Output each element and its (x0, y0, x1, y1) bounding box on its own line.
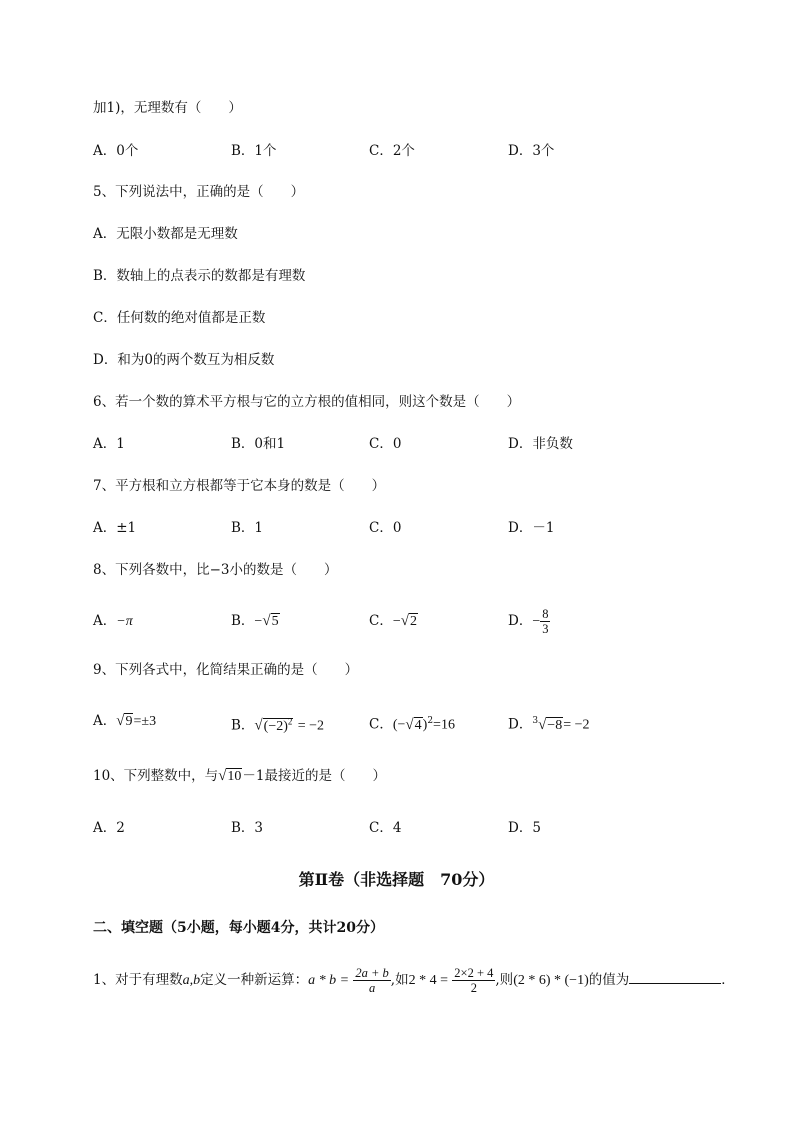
q9-c-exponent: 2 (427, 716, 434, 726)
q9-option-b[interactable] (231, 711, 324, 737)
q5-option-a[interactable]: A．无限小数都是无理数 (93, 226, 238, 242)
q9-c-sqrt: √4 (405, 716, 422, 733)
q8-b-sign: − (254, 614, 263, 629)
q7-option-d[interactable]: D．－1 (508, 520, 555, 536)
section-title: 第Ⅱ卷（非选择题 70分） (298, 870, 495, 889)
q9-c-open: (− (392, 717, 406, 733)
fill1-lhs: a * b = (308, 973, 350, 988)
fill1-def-fraction (353, 966, 390, 995)
q9-option-a[interactable] (93, 711, 156, 732)
q9-c-close: ) (422, 717, 428, 733)
q4-option-a[interactable]: A．0个 (93, 143, 139, 159)
q5-option-d[interactable]: D．和为0的两个数互为相反数 (93, 352, 275, 368)
fill1-vars: a,b (182, 973, 201, 988)
fill1-end: ． (721, 972, 735, 988)
q9-stem: 9、下列各式中，化简结果正确的是（ ） (93, 662, 359, 678)
q9-b-sqrt: $√(-2)^2$ (254, 716, 293, 734)
fill1-then: ,则 (495, 972, 514, 988)
q9-label-b: B． (231, 717, 255, 734)
fill1-post: 的值为 (588, 972, 630, 988)
fill1-expr: (2 * 6) * (−1) (513, 973, 589, 988)
q8-option-b[interactable] (231, 611, 280, 632)
q7-option-a[interactable]: A．±1 (93, 520, 137, 536)
q9-c-rhs: =16 (433, 717, 455, 733)
q9-a-sqrt: √9 (116, 713, 133, 729)
q8-label-c: C． (369, 613, 393, 629)
q8-b-radicand: 5 (271, 614, 279, 629)
q9-option-c[interactable] (369, 711, 455, 736)
q8-label-b: B． (231, 613, 255, 629)
q9-a-radicand: 9 (125, 714, 133, 729)
q8-a-expr: −π (116, 614, 133, 629)
q6-option-a[interactable]: A．1 (93, 436, 125, 452)
q7-option-b[interactable]: B．1 (231, 520, 264, 536)
q8-d-denominator: 3 (542, 622, 549, 636)
q9-b-radicand: (−2) (263, 718, 288, 734)
fill1-ex-denominator: 2 (470, 981, 477, 995)
q9-d-root-index: 3 (532, 716, 539, 726)
q9-label-c: C． (369, 716, 393, 733)
fill1-mid: 定义一种新运算： (200, 972, 309, 988)
q8-option-d[interactable] (508, 603, 550, 640)
q8-c-sign: − (392, 614, 401, 629)
fill1-ex-lhs: 2 * 4 = (408, 973, 448, 988)
q10-option-b[interactable]: B．3 (231, 820, 264, 836)
q10-sqrt: √10 (218, 768, 242, 784)
q4-option-c[interactable]: C．2个 (369, 143, 415, 159)
q5-stem: 5、下列说法中，正确的是（ ） (93, 184, 305, 200)
q9-c-radicand: 4 (414, 717, 422, 733)
q8-stem: 8、下列各数中，比−3小的数是（ ） (93, 562, 338, 578)
q9-d-radicand: −8 (547, 717, 563, 733)
q8-option-a[interactable] (93, 611, 133, 632)
fill1-ex-numerator: 2×2 + 4 (454, 966, 494, 980)
fill1-pre: 1、对于有理数 (93, 972, 183, 988)
q8-d-numerator: 8 (542, 607, 549, 621)
q5-option-c[interactable]: C．任何数的绝对值都是正数 (93, 310, 266, 326)
q10-option-d[interactable]: D．5 (508, 820, 541, 836)
q10-option-a[interactable]: A．2 (93, 820, 125, 836)
fill1-ex-fraction (452, 966, 495, 995)
q8-c-radicand: 2 (409, 614, 417, 629)
q10-stem-pre: 10、下列整数中，与 (93, 768, 219, 784)
q8-option-c[interactable] (369, 611, 418, 632)
q9-option-d[interactable] (508, 711, 590, 736)
q8-d-fraction (540, 607, 550, 636)
q5-option-b[interactable]: B．数轴上的点表示的数都是有理数 (93, 268, 306, 284)
q10-stem (93, 766, 386, 787)
q9-d-rhs: = −2 (563, 717, 590, 733)
q6-option-c[interactable]: C．0 (369, 436, 402, 452)
fill1-question (93, 962, 735, 999)
q4-option-d[interactable]: D．3个 (508, 143, 555, 159)
q8-label-a: A． (93, 613, 117, 629)
fill1-answer-blank[interactable] (629, 970, 721, 984)
fill1-def-numerator: 2a + b (355, 966, 389, 980)
q6-option-b[interactable]: B．0和1 (231, 436, 286, 452)
q9-label-a: A． (93, 713, 117, 729)
q4-stem-tail: 加1)，无理数有（ ） (93, 100, 242, 116)
q10-radicand: 10 (227, 769, 242, 784)
q9-label-d: D． (508, 716, 533, 733)
q8-b-sqrt: √5 (262, 613, 279, 629)
q7-option-c[interactable]: C．0 (369, 520, 402, 536)
q8-c-sqrt: √2 (400, 613, 417, 629)
q6-stem: 6、若一个数的算术平方根与它的立方根的值相同，则这个数是（ ） (93, 394, 521, 410)
q9-a-rhs: =±3 (133, 714, 157, 729)
q6-option-d[interactable]: D．非负数 (508, 436, 573, 452)
q8-d-sign: − (532, 614, 541, 629)
q9-b-rhs: = −2 (297, 718, 324, 734)
fill1-ex-pre: ,如 (390, 972, 409, 988)
q10-stem-post: －1最接近的是（ ） (242, 768, 387, 784)
q10-option-c[interactable]: C．4 (369, 820, 402, 836)
q9-b-exponent: 2 (287, 716, 293, 726)
q8-label-d: D． (508, 613, 533, 629)
section2-heading: 二、填空题（5小题，每小题4分，共计20分） (93, 920, 384, 936)
q9-d-cbrt: √−8 (538, 716, 563, 733)
fill1-def-denominator: a (368, 981, 376, 995)
q7-stem: 7、平方根和立方根都等于它本身的数是（ ） (93, 478, 386, 494)
q4-option-b[interactable]: B．1个 (231, 143, 277, 159)
